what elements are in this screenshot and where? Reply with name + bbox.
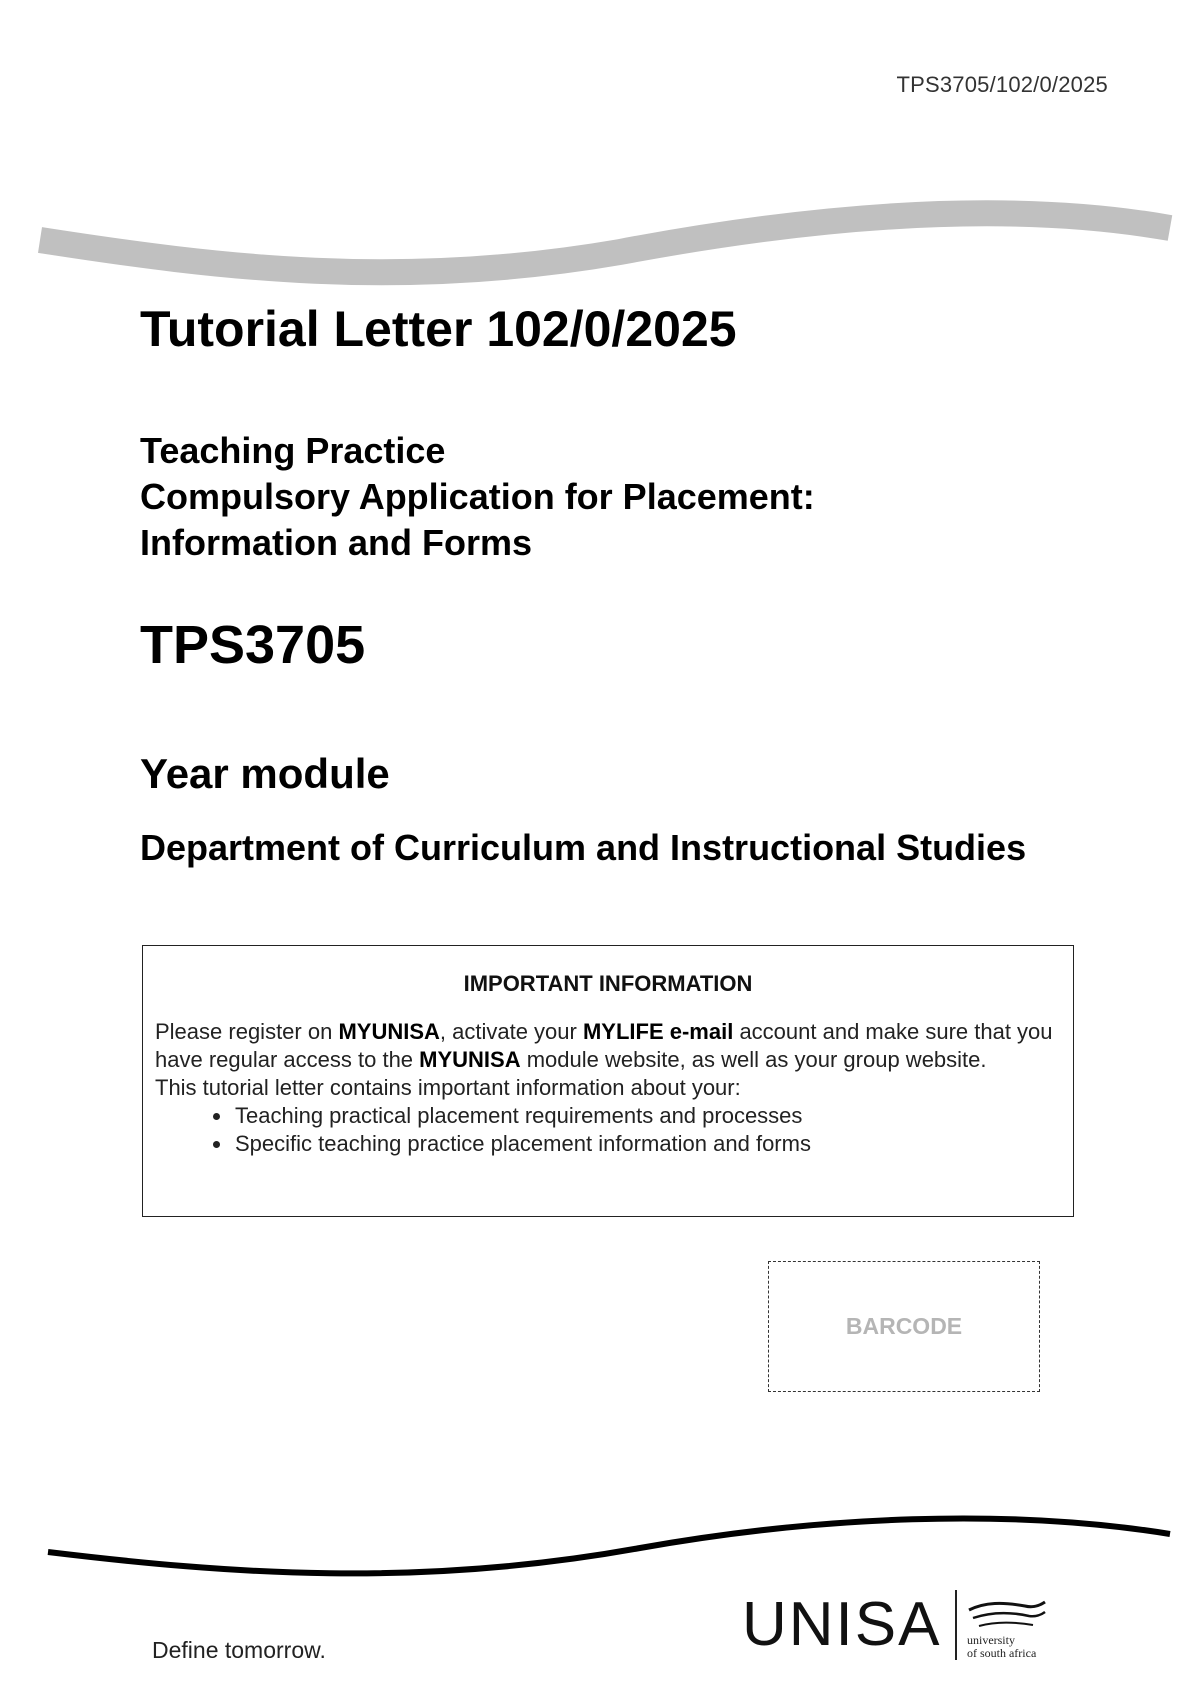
barcode-label: BARCODE [845,1313,963,1339]
list-item: • Specific teaching practice placement information and forms [233,1130,1061,1158]
footer-tagline: Define tomorrow. [152,1637,326,1663]
logo-divider [955,1590,957,1660]
bottom-decorative-wave [0,1500,1200,1590]
subtitle-line: Compulsory Application for Placement: [140,476,815,517]
important-information-heading: IMPORTANT INFORMATION [463,971,753,996]
top-decorative-wave [0,190,1200,300]
logo-text-line: university [966,1633,1015,1647]
unisa-wordmark: UNISA [742,1590,942,1659]
unisa-emblem-icon [967,1600,1047,1634]
tutorial-letter-title: Tutorial Letter 102/0/2025 [140,301,737,357]
registration-instructions: Please register on MYUNISA, activate your MYLIFE e-mail account and make sure that you have regular access to the MYUNISA module website, as well as your group website. [155,1019,1053,1072]
contents-list [155,1102,1061,1158]
important-information-box [142,945,1074,1217]
department-name: Department of Curriculum and Instructional Studies [140,827,1027,868]
subtitle [140,428,815,566]
subtitle-line: Information and Forms [140,522,533,563]
module-code: TPS3705 [140,615,366,675]
logo-emblem-group [967,1590,1047,1660]
unisa-logo [742,1590,1047,1660]
module-type: Year module [140,750,390,797]
document-code: TPS3705/102/0/2025 [896,72,1108,97]
logo-text-line: of south africa [966,1646,1037,1660]
barcode-placeholder [768,1261,1040,1392]
subtitle-line: Teaching Practice [140,430,446,471]
list-item: • Teaching practical placement requirements and processes [233,1102,1061,1130]
contents-intro: This tutorial letter contains important information about your: [155,1075,741,1100]
